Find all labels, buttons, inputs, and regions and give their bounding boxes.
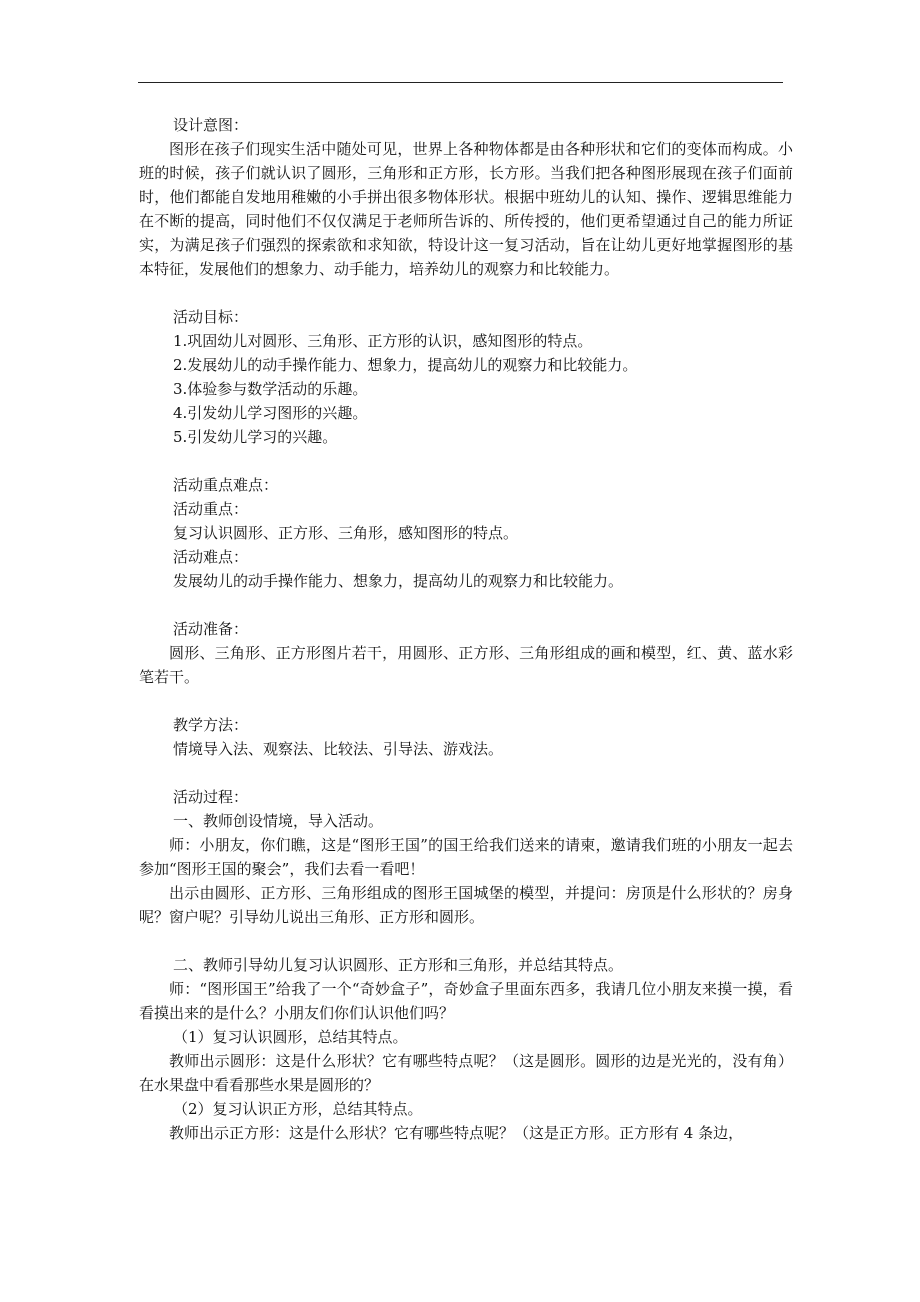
spacer xyxy=(139,281,793,305)
document-body xyxy=(139,113,793,1145)
goals-heading: 活动目标： xyxy=(173,308,249,326)
step1-title: 一、教师创设情境，导入活动。 xyxy=(173,812,384,830)
step2-paragraph-1: 师：“图形国王”给我了一个“奇妙盒子”，奇妙盒子里面东西多，我请几位小朋友来摸一摸，看看摸出来的是什么？小朋友们你们认识他们吗？ xyxy=(139,980,793,1022)
methods-text: 情境导入法、观察法、比较法、引导法、游戏法。 xyxy=(173,740,504,758)
preparation-heading: 活动准备： xyxy=(173,620,249,638)
goal-item-4: 4.引发幼儿学习图形的兴趣。 xyxy=(173,404,368,422)
difficult-label: 活动难点： xyxy=(173,548,249,566)
sub-step-2-paragraph: 教师出示正方形：这是什么形状？它有哪些特点呢？（这是正方形。正方形有 4 条边， xyxy=(169,1124,744,1142)
sub-step-1-paragraph: 教师出示圆形：这是什么形状？它有哪些特点呢？（这是圆形。圆形的边是光光的，没有角）在水果盘中看看那些水果是圆形的？ xyxy=(139,1052,793,1094)
design-heading: 设计意图： xyxy=(173,116,249,134)
key-text: 复习认识圆形、正方形、三角形，感知图形的特点。 xyxy=(173,524,519,542)
process-heading: 活动过程： xyxy=(173,788,249,806)
difficult-text: 发展幼儿的动手操作能力、想象力，提高幼儿的观察力和比较能力。 xyxy=(173,572,624,590)
sub-step-2-title: （2）复习认识正方形，总结其特点。 xyxy=(173,1100,423,1118)
key-label: 活动重点： xyxy=(173,500,249,518)
goal-item-2: 2.发展幼儿的动手操作能力、想象力，提高幼儿的观察力和比较能力。 xyxy=(173,356,638,374)
keypoints-heading: 活动重点难点： xyxy=(173,476,279,494)
spacer xyxy=(139,449,793,473)
header-rule xyxy=(138,82,783,83)
step1-paragraph-2: 出示由圆形、正方形、三角形组成的图形王国城堡的模型，并提问：房顶是什么形状的？房身呢？窗户呢？引导幼儿说出三角形、正方形和圆形。 xyxy=(139,884,793,926)
step1-paragraph-1: 师：小朋友，你们瞧，这是“图形王国”的国王给我们送来的请柬，邀请我们班的小朋友一起去参加“图形王国的聚会”，我们去看一看吧！ xyxy=(139,836,793,878)
sub-step-1-title: （1）复习认识圆形，总结其特点。 xyxy=(173,1028,408,1046)
goal-item-1: 1.巩固幼儿对圆形、三角形、正方形的认识，感知图形的特点。 xyxy=(173,332,593,350)
spacer xyxy=(139,929,793,953)
design-paragraph: 图形在孩子们现实生活中随处可见，世界上各种物体都是由各种形状和它们的变体而构成。小班的时候，孩子们就认识了圆形，三角形和正方形，长方形。当我们把各种图形展现在孩子们面前时，他们都能自发地用稚嫩的小手拼出很多物体形状。根据中班幼儿的认知、操作、逻辑思维能力在不断的提高，同时他们不仅仅满足于老师所告诉的、所传授的，他们更希望通过自己的能力所证实，为满足孩子们强烈的探索欲和求知欲，特设计这一复习活动，旨在让幼儿更好地掌握图形的基本特征，发展他们的想象力、动手能力，培养幼儿的观察力和比较能力。 xyxy=(139,140,793,278)
preparation-paragraph: 圆形、三角形、正方形图片若干，用圆形、正方形、三角形组成的画和模型，红、黄、蓝水彩笔若干。 xyxy=(139,644,793,686)
step2-title: 二、教师引导幼儿复习认识圆形、正方形和三角形，并总结其特点。 xyxy=(173,956,624,974)
goal-item-5: 5.引发幼儿学习的兴趣。 xyxy=(173,428,338,446)
spacer xyxy=(139,689,793,713)
spacer xyxy=(139,593,793,617)
methods-heading: 教学方法： xyxy=(173,716,249,734)
spacer xyxy=(139,761,793,785)
goal-item-3: 3.体验参与数学活动的乐趣。 xyxy=(173,380,368,398)
